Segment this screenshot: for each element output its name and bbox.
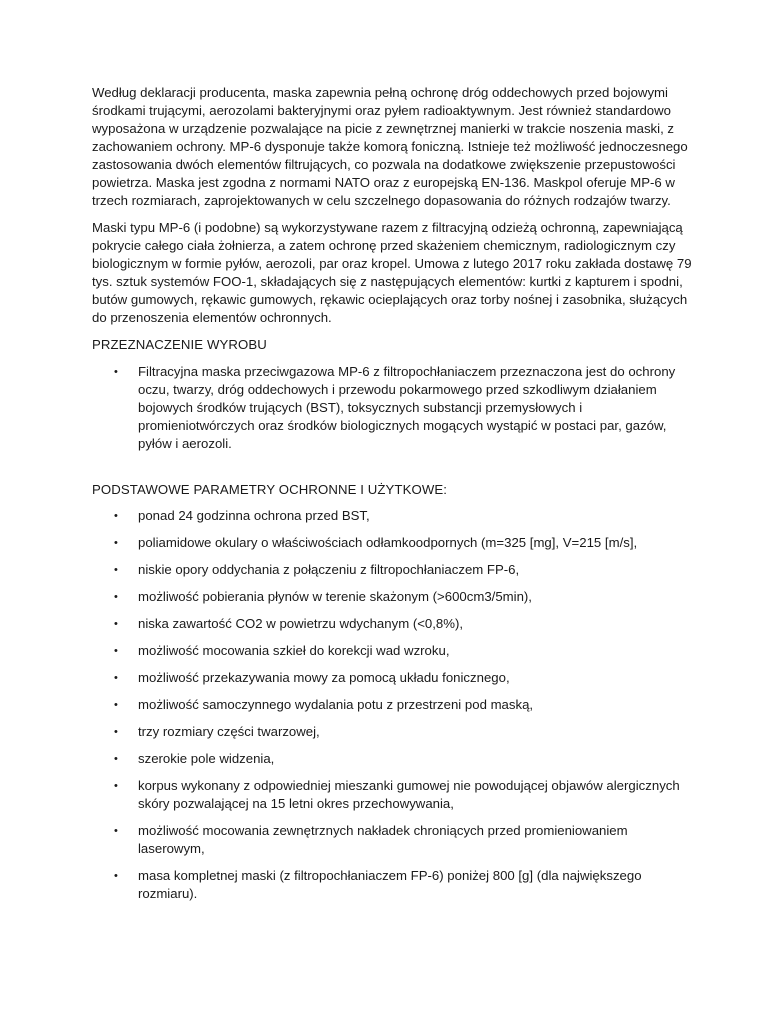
list-item [92, 867, 692, 903]
bullet-icon: • [114, 366, 118, 378]
list-item-text: trzy rozmiary części twarzowej, [138, 724, 320, 739]
list-item-text: poliamidowe okulary o właściwościach odłamkoodpornych (m=325 [mg], V=215 [m/s], [138, 535, 638, 550]
list-item-text: możliwość przekazywania mowy za pomocą układu fonicznego, [138, 670, 510, 685]
list-item-text: korpus wykonany z odpowiedniej mieszanki gumowej nie powodującej objawów alergicznych skóry pozwalającej na 15 letni okres przechowywania, [138, 778, 680, 811]
list-item [92, 534, 692, 552]
list-item [92, 723, 692, 741]
document-body [92, 84, 692, 912]
bullet-icon: • [114, 825, 118, 837]
list-item [92, 669, 692, 687]
purpose-heading: PRZEZNACZENIE WYROBU [92, 337, 267, 352]
list-item-text: niskie opory oddychania z połączeniu z filtropochłaniaczem FP-6, [138, 562, 520, 577]
list-item-text: ponad 24 godzinna ochrona przed BST, [138, 508, 370, 523]
bullet-icon: • [114, 699, 118, 711]
list-item-text: szerokie pole widzenia, [138, 751, 275, 766]
list-item-text: niska zawartość CO2 w powietrzu wdychanym (<0,8%), [138, 616, 464, 631]
purpose-list [92, 363, 692, 453]
list-item [92, 642, 692, 660]
usage-paragraph: Maski typu MP-6 (i podobne) są wykorzystywane razem z filtracyjną odzieżą ochronną, zapewniającą pokrycie całego ciała żołnierza, a zatem ochronę przed skażeniem chemicznym, radiologicznym czy biologicznym w formie pyłów, aerozoli, par oraz kropel. Umowa z lutego 2017 roku zakłada dostawę 79 tys. sztuk systemów FOO-1, składających się z następujących elementów: kurtki z kapturem i spodni, butów gumowych, rękawic gumowych, rękawic ocieplających oraz torby nośnej i zasobnika, służących do przenoszenia elementów ochronnych. [92, 220, 692, 325]
list-item-text: możliwość mocowania szkieł do korekcji wad wzroku, [138, 643, 450, 658]
bullet-icon: • [114, 537, 118, 549]
list-item [92, 363, 692, 453]
bullet-icon: • [114, 870, 118, 882]
list-item [92, 588, 692, 606]
bullet-icon: • [114, 564, 118, 576]
intro-paragraph: Według deklaracji producenta, maska zapewnia pełną ochronę dróg oddechowych przed bojowymi środkami trującymi, aerozolami bakteryjnymi oraz pyłem radioaktywnym. Jest również standardowo wyposażona w urządzenie pozwalające na picie z zewnętrznej manierki w trakcie noszenia maski, z zachowaniem ochrony. MP-6 dysponuje także komorą foniczną. Istnieje też możliwość jednoczesnego zastosowania dwóch elementów filtrujących, co pozwala na dodatkowe zwiększenie przepustowości powietrza. Maska jest zgodna z normami NATO oraz z europejską EN-136. Maskpol oferuje MP-6 w trzech rozmiarach, zaprojektowanych w celu szczelnego dopasowania do różnych rodzajów twarzy. [92, 85, 688, 208]
list-item [92, 696, 692, 714]
bullet-icon: • [114, 672, 118, 684]
list-item-text: możliwość samoczynnego wydalania potu z przestrzeni pod maską, [138, 697, 534, 712]
list-item [92, 561, 692, 579]
params-list [92, 507, 692, 903]
list-item [92, 615, 692, 633]
bullet-icon: • [114, 618, 118, 630]
list-item-text: możliwość mocowania zewnętrznych nakładek chroniących przed promieniowaniem laserowym, [138, 823, 628, 856]
bullet-icon: • [114, 510, 118, 522]
bullet-icon: • [114, 753, 118, 765]
list-item [92, 822, 692, 858]
params-heading: PODSTAWOWE PARAMETRY OCHRONNE I UŻYTKOWE: [92, 482, 448, 497]
list-item [92, 750, 692, 768]
list-item [92, 507, 692, 525]
list-item [92, 777, 692, 813]
list-item-text: masa kompletnej maski (z filtropochłaniaczem FP-6) poniżej 800 [g] (dla największego rozmiaru). [138, 868, 642, 901]
bullet-icon: • [114, 645, 118, 657]
bullet-icon: • [114, 780, 118, 792]
bullet-icon: • [114, 726, 118, 738]
list-item-text: Filtracyjna maska przeciwgazowa MP-6 z filtropochłaniaczem przeznaczona jest do ochrony oczu, twarzy, dróg oddechowych i przewodu pokarmowego przed szkodliwym działaniem bojowych środków trujących (BST), toksycznych substancji przemysłowych i promieniotwórczych oraz środków biologicznych mogących wystąpić w postaci par, gazów, pyłów i aerozoli. [138, 364, 676, 451]
bullet-icon: • [114, 591, 118, 603]
list-item-text: możliwość pobierania płynów w terenie skażonym (>600cm3/5min), [138, 589, 532, 604]
